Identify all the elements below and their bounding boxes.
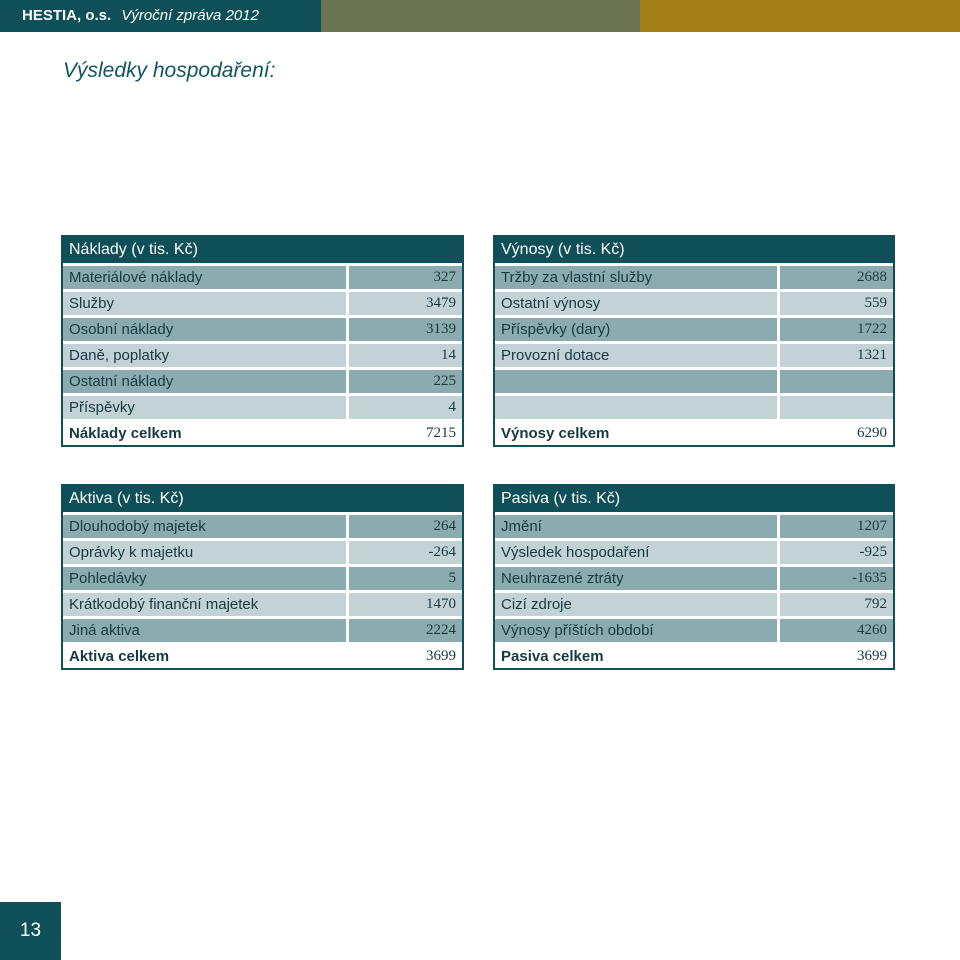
report-subtitle: Výroční zpráva 2012 [121, 7, 259, 24]
row-label: Krátkodobý finanční majetek [63, 590, 349, 616]
table-title: Náklady (v tis. Kč) [63, 237, 462, 263]
table-row [495, 616, 893, 642]
aktiva-table [61, 484, 464, 670]
row-value: 559 [780, 289, 893, 315]
table-row [495, 512, 893, 538]
total-value: 3699 [780, 642, 893, 668]
pasiva-table [493, 484, 895, 670]
header-bar [0, 0, 960, 32]
row-label: Provozní dotace [495, 341, 780, 367]
page-number: 13 [0, 902, 61, 960]
table-row [63, 315, 462, 341]
row-value [780, 393, 893, 419]
header-brand [22, 0, 259, 32]
row-label: Příspěvky (dary) [495, 315, 780, 341]
table-row [63, 263, 462, 289]
row-label: Jmění [495, 512, 780, 538]
row-value: 1470 [349, 590, 462, 616]
page-title: Výsledky hospodaření: [63, 59, 276, 82]
total-row [63, 419, 462, 445]
total-label: Náklady celkem [63, 419, 349, 445]
table-row [495, 315, 893, 341]
row-label: Ostatní náklady [63, 367, 349, 393]
total-label: Výnosy celkem [495, 419, 780, 445]
table-row [63, 616, 462, 642]
row-value: -925 [780, 538, 893, 564]
row-value: 2224 [349, 616, 462, 642]
table-row-empty [495, 367, 893, 393]
total-label: Aktiva celkem [63, 642, 349, 668]
row-value: 14 [349, 341, 462, 367]
row-label: Výsledek hospodaření [495, 538, 780, 564]
row-label: Výnosy příštích období [495, 616, 780, 642]
table-row [63, 590, 462, 616]
table-row [63, 564, 462, 590]
row-value: 4260 [780, 616, 893, 642]
row-label: Příspěvky [63, 393, 349, 419]
row-value: 264 [349, 512, 462, 538]
row-label: Neuhrazené ztráty [495, 564, 780, 590]
total-value: 7215 [349, 419, 462, 445]
vynosy-table [493, 235, 895, 447]
row-value: 1722 [780, 315, 893, 341]
row-value: 327 [349, 263, 462, 289]
row-value: 3479 [349, 289, 462, 315]
table-row [63, 367, 462, 393]
row-label: Oprávky k majetku [63, 538, 349, 564]
row-value: 4 [349, 393, 462, 419]
table-row-empty [495, 393, 893, 419]
row-label: Služby [63, 289, 349, 315]
table-row [63, 538, 462, 564]
table-row [63, 393, 462, 419]
row-label: Ostatní výnosy [495, 289, 780, 315]
table-row [495, 564, 893, 590]
total-label: Pasiva celkem [495, 642, 780, 668]
total-row [495, 419, 893, 445]
row-label [495, 393, 780, 419]
organization-name: HESTIA, o.s. [22, 7, 112, 24]
total-row [63, 642, 462, 668]
row-value: 2688 [780, 263, 893, 289]
table-title: Výnosy (v tis. Kč) [495, 237, 893, 263]
row-value [780, 367, 893, 393]
table-row [495, 538, 893, 564]
row-label: Cizí zdroje [495, 590, 780, 616]
table-row [63, 512, 462, 538]
naklady-table [61, 235, 464, 447]
table-title: Aktiva (v tis. Kč) [63, 486, 462, 512]
row-label [495, 367, 780, 393]
row-label: Daně, poplatky [63, 341, 349, 367]
row-value: -264 [349, 538, 462, 564]
row-value: 5 [349, 564, 462, 590]
table-row [495, 590, 893, 616]
row-label: Tržby za vlastní služby [495, 263, 780, 289]
table-row [495, 263, 893, 289]
total-value: 3699 [349, 642, 462, 668]
table-title: Pasiva (v tis. Kč) [495, 486, 893, 512]
total-value: 6290 [780, 419, 893, 445]
row-value: -1635 [780, 564, 893, 590]
table-row [495, 341, 893, 367]
row-value: 792 [780, 590, 893, 616]
table-row [63, 341, 462, 367]
total-row [495, 642, 893, 668]
header-segment-gold [640, 0, 960, 32]
row-value: 225 [349, 367, 462, 393]
row-value: 1321 [780, 341, 893, 367]
header-segment-olive [321, 0, 640, 32]
table-row [63, 289, 462, 315]
table-row [495, 289, 893, 315]
row-label: Materiálové náklady [63, 263, 349, 289]
row-label: Jiná aktiva [63, 616, 349, 642]
row-value: 3139 [349, 315, 462, 341]
row-value: 1207 [780, 512, 893, 538]
row-label: Pohledávky [63, 564, 349, 590]
row-label: Dlouhodobý majetek [63, 512, 349, 538]
row-label: Osobní náklady [63, 315, 349, 341]
